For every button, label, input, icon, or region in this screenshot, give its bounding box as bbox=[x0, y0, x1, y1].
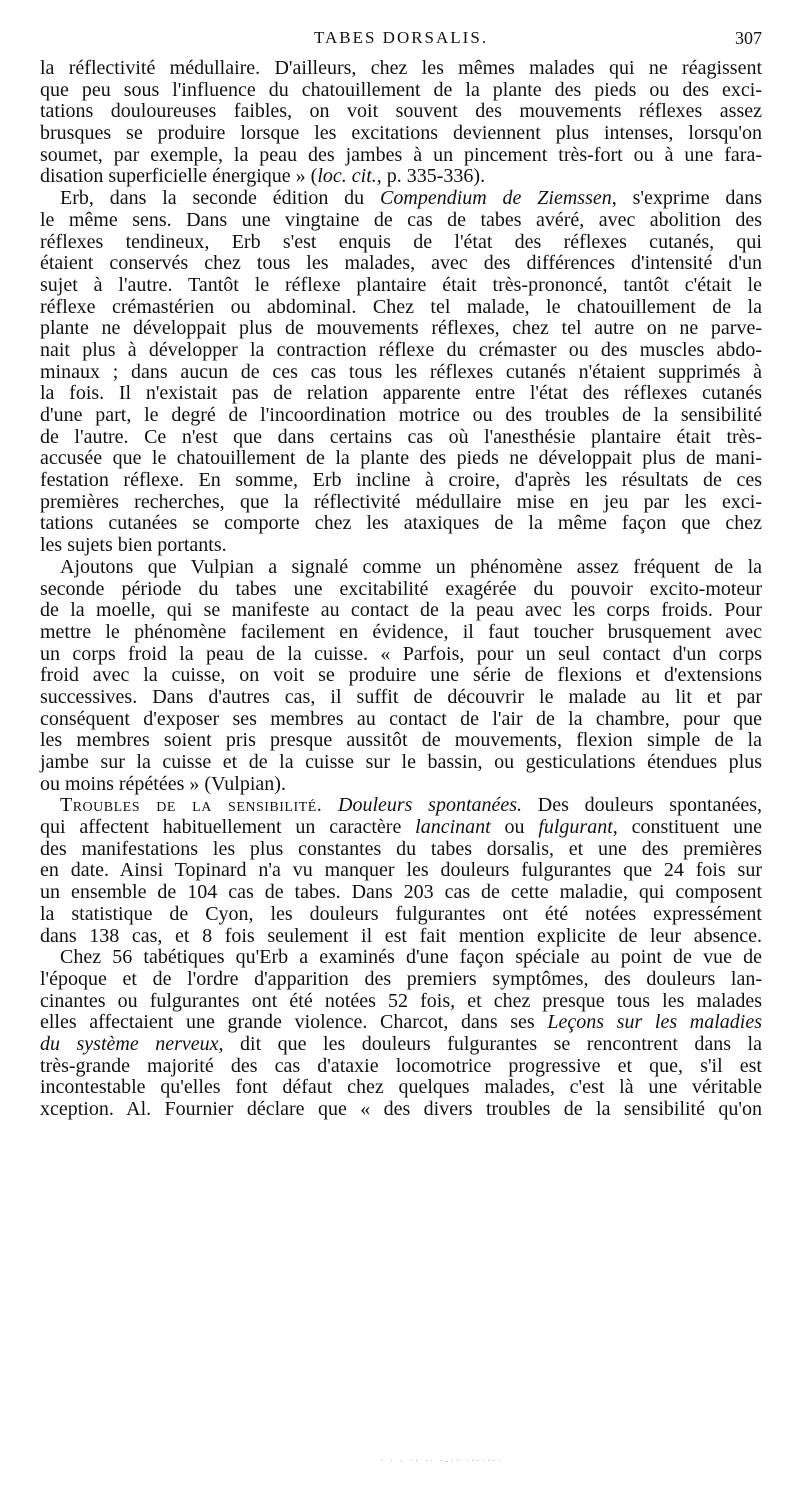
text-line: du système nerveux, dit que les douleurs fulgurantes se rencontrent dans la bbox=[40, 1032, 762, 1055]
text-line: accusée que le chatouillement de la plante des pieds ne développait plus de mani- bbox=[40, 447, 762, 470]
text-line: les sujets bien portants. bbox=[40, 534, 227, 557]
page-number: 307 bbox=[735, 28, 762, 48]
text-line: ou moins répétées » (Vulpian). bbox=[40, 772, 286, 795]
section-heading-line: Troubles de la sensibilité. Douleurs spontanées. Des douleurs spontanées, bbox=[60, 794, 763, 817]
text-line: la fois. Il n'existait pas de relation apparente entre l'état des réflexes cutanés bbox=[40, 382, 762, 405]
text-line: des manifestations les plus constantes du tabes dorsalis, et une des premières bbox=[40, 837, 762, 860]
text-line: tations cutanées se comporte chez les ataxiques de la même façon que chez bbox=[40, 512, 762, 535]
text-line: premières recherches, que la réflectivité médullaire mise en jeu par les exci- bbox=[40, 490, 762, 513]
text-line: de l'autre. Ce n'est que dans certains cas où l'anesthésie plantaire était très- bbox=[40, 425, 762, 448]
text-line: Ajoutons que Vulpian a signalé comme un phénomène assez fréquent de la bbox=[60, 555, 762, 578]
text-line: d'une part, le degré de l'incoordination motrice ou des troubles de la sensibilité bbox=[40, 404, 762, 426]
text-line: plante ne développait plus de mouvements réflexes, chez tel autre on ne parve- bbox=[40, 317, 762, 340]
text-line: brusques se produire lorsque les excitations deviennent plus intenses, lorsqu'on bbox=[40, 122, 762, 145]
text-line: étaient conservés chez tous les malades, avec des différences d'intensité d'un bbox=[40, 252, 762, 275]
text-line: minaux ; dans aucun de ces cas tous les réflexes cutanés n'étaient supprimés à bbox=[40, 360, 762, 383]
text-line: jambe sur la cuisse et de la cuisse sur le bassin, ou gesticulations étendues plus bbox=[40, 751, 762, 773]
text-line: réflexe crémastérien ou abdominal. Chez tel malade, le chatouillement de la bbox=[40, 295, 762, 318]
body-text bbox=[40, 58, 762, 1121]
text-line: sujet à l'autre. Tantôt le réflexe plantaire était très-prononcé, tantôt c'était le bbox=[40, 273, 762, 296]
text-line: dans 138 cas, et 8 fois seulement il est fait mention explicite de leur absence. bbox=[40, 924, 762, 947]
text-line: un ensemble de 104 cas de tabes. Dans 203 cas de cette maladie, qui composent bbox=[40, 881, 762, 904]
text-line: qui affectent habituellement un caractère lancinant ou fulgurant, constituent une bbox=[40, 816, 763, 839]
text-line: conséquent d'exposer ses membres au contact de l'air de la chambre, pour que bbox=[40, 707, 762, 730]
text-line: l'époque et de l'ordre d'apparition des premiers symptômes, des douleurs lan- bbox=[40, 967, 762, 990]
text-line: incontestable qu'elles font défaut chez quelques malades, c'est là une véritable bbox=[40, 1076, 762, 1099]
text-line: le même sens. Dans une vingtaine de cas de tabes avéré, avec abolition des bbox=[40, 208, 762, 231]
text-line: la statistique de Cyon, les douleurs fulgurantes ont été notées expressément bbox=[40, 902, 762, 925]
text-line: que peu sous l'influence du chatouillement de la plante des pieds ou des exci- bbox=[40, 78, 762, 101]
text-line: la réflectivité médullaire. D'ailleurs, chez les mêmes malades qui ne réagissent bbox=[40, 57, 762, 79]
text-line: froid avec la cuisse, on voit se produire une série de flexions et d'extensions bbox=[40, 664, 762, 687]
text-line: cinantes ou fulgurantes ont été notées 52 fois, et chez presque tous les malades bbox=[40, 989, 762, 1012]
text-line: disation superficielle énergique » (loc. cit., p. 335-336). bbox=[40, 165, 486, 188]
text-line: un corps froid la peau de la cuisse. « Parfois, pour un seul contact d'un corps bbox=[40, 642, 762, 665]
text-line: Erb, dans la seconde édition du Compendium de Ziemssen, s'exprime dans bbox=[60, 187, 763, 210]
running-title: TABES DORSALIS. bbox=[313, 28, 489, 47]
text-line: mettre le phénomène facilement en évidence, il faut toucher brusquement avec bbox=[40, 620, 762, 643]
text-line: tations douloureuses faibles, on voit souvent des mouvements réflexes assez bbox=[40, 100, 762, 123]
text-line: nait plus à développer la contraction réflexe du crémaster ou des muscles abdo- bbox=[40, 338, 762, 361]
footer-scan-marks: · · · ·· ·· ·-·· ······· bbox=[380, 1456, 503, 1467]
text-line: elles affectaient une grande violence. Charcot, dans ses Leçons sur les maladies bbox=[40, 1011, 762, 1034]
text-line: réflexes tendineux, Erb s'est enquis de l'état des réflexes cutanés, qui bbox=[40, 230, 762, 253]
text-line: soumet, par exemple, la peau des jambes à un pincement très-fort ou à une fara- bbox=[40, 143, 762, 166]
text-line: successives. Dans d'autres cas, il suffit de découvrir le malade au lit et par bbox=[40, 685, 762, 708]
text-line: en date. Ainsi Topinard n'a vu manquer les douleurs fulgurantes que 24 fois sur bbox=[40, 859, 762, 882]
text-line: xception. Al. Fournier déclare que « des divers troubles de la sensibilité qu'on bbox=[40, 1098, 762, 1120]
text-line: festation réflexe. En somme, Erb incline à croire, d'après les résultats de ces bbox=[40, 469, 762, 492]
text-line: les membres soient pris presque aussitôt de mouvements, flexion simple de la bbox=[40, 729, 762, 752]
text-line: très-grande majorité des cas d'ataxie locomotrice progressive et que, s'il est bbox=[40, 1054, 762, 1077]
text-line: de la moelle, qui se manifeste au contact de la peau avec les corps froids. Pour bbox=[40, 599, 762, 622]
text-line: Chez 56 tabétiques qu'Erb a examinés d'une façon spéciale au point de vue de bbox=[60, 946, 762, 969]
text-line: seconde période du tabes une excitabilité exagérée du pouvoir excito-moteur bbox=[40, 577, 762, 600]
running-head bbox=[40, 28, 762, 54]
